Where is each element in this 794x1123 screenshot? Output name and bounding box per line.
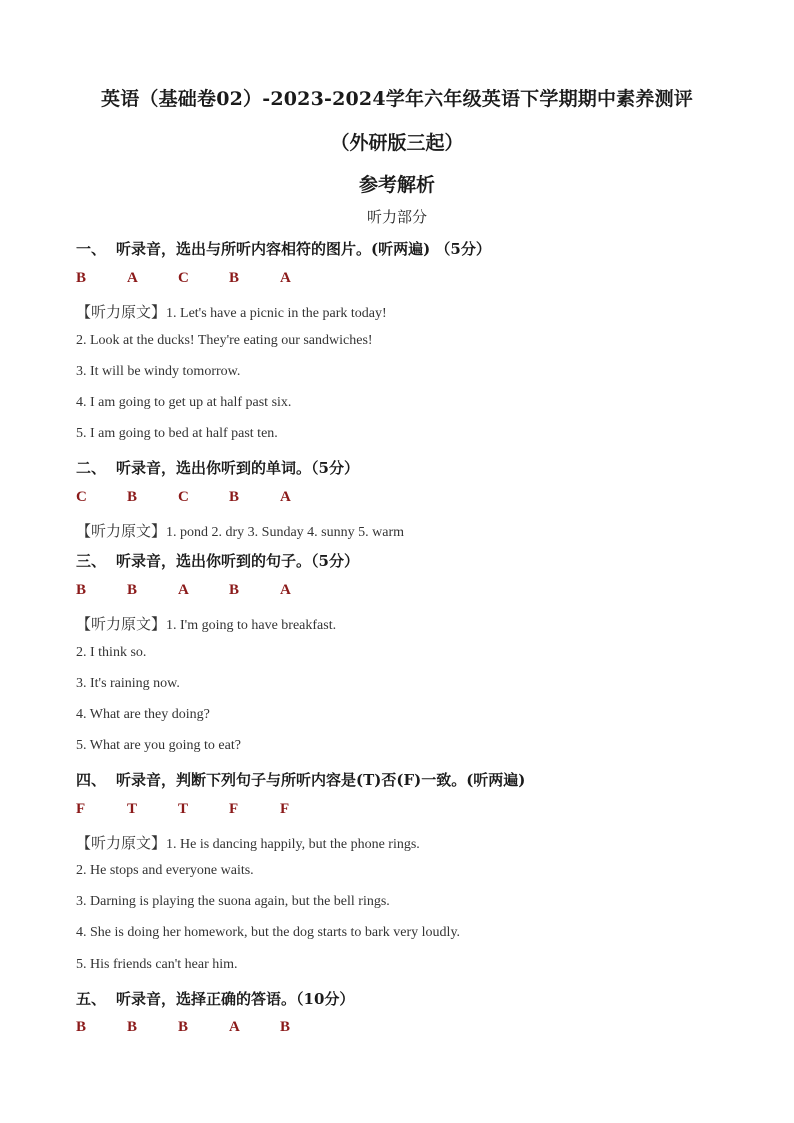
answer-letter: B (229, 489, 240, 505)
section-instruction: 听录音，选出你听到的单词。（5分） (116, 459, 359, 477)
transcript-line: 2. I think so. (76, 645, 147, 660)
transcript-line: 【听力原文】1. pond 2. dry 3. Sunday 4. sunny 5. warm (76, 522, 405, 540)
document-title: 英语（基础卷02）-2023-2024学年六年级英语下学期期中素养测评 (101, 88, 693, 110)
answer-letter: B (127, 489, 138, 505)
section-instruction: 听录音，选择正确的答语。（10分） (116, 990, 355, 1008)
transcript-line: 4. She is doing her homework, but the dog starts to bark very loudly. (76, 925, 461, 940)
transcript-line: 2. He stops and everyone waits. (76, 863, 254, 878)
answer-letter: A (229, 1019, 240, 1035)
answer-letter: B (178, 1019, 189, 1035)
transcript-line: 【听力原文】1. Let's have a picnic in the park today! (76, 303, 387, 321)
section-heading (76, 769, 525, 790)
transcript-line: 【听力原文】1. He is dancing happily, but the phone rings. (76, 834, 420, 852)
transcript-line: 5. What are you going to eat? (76, 738, 241, 753)
answer-letter: B (76, 1019, 87, 1035)
answer-letter: B (280, 1019, 291, 1035)
transcript-line: 3. It will be windy tomorrow. (76, 364, 241, 379)
transcript-line: 3. It's raining now. (76, 676, 180, 691)
answer-letter: A (127, 270, 138, 286)
answer-letter: C (178, 489, 189, 505)
section-heading (76, 550, 359, 571)
answer-letter: B (76, 582, 87, 598)
section-instruction: 听录音，选出你听到的句子。（5分） (116, 552, 359, 570)
document-heading-answers: 参考解析 (358, 174, 435, 196)
answer-letter: A (280, 270, 291, 286)
transcript-line: 4. What are they doing? (76, 707, 210, 722)
answer-letter: T (178, 801, 189, 817)
transcript-line: 2. Look at the ducks! They're eating our sandwiches! (76, 333, 373, 348)
answer-letter: B (229, 270, 240, 286)
answer-letter: B (127, 582, 138, 598)
section-number: 五、 (76, 990, 107, 1008)
section-number: 一、 (76, 240, 107, 258)
answer-letter: B (229, 582, 240, 598)
section-instruction: 听录音，选出与所听内容相符的图片。(听两遍) （5分） (116, 240, 491, 258)
answer-letter: A (178, 582, 189, 598)
answer-letter: F (76, 801, 86, 817)
section-instruction: 听录音，判断下列句子与所听内容是(T)否(F)一致。(听两遍) (116, 771, 526, 789)
transcript-line: 3. Darning is playing the suona again, but the bell rings. (76, 894, 390, 909)
answer-letter: C (76, 489, 87, 505)
section-number: 二、 (76, 459, 107, 477)
answer-letter: F (280, 801, 290, 817)
answer-letter: C (178, 270, 189, 286)
section-number: 四、 (76, 771, 107, 789)
document-edition: （外研版三起） (330, 132, 464, 154)
section-number: 三、 (76, 552, 107, 570)
answer-letter: B (76, 270, 87, 286)
section-heading (76, 238, 491, 259)
transcript-tag: 【听力原文】 (76, 834, 167, 852)
transcript-line: 5. I am going to bed at half past ten. (76, 426, 278, 441)
answer-letter: A (280, 582, 291, 598)
transcript-tag: 【听力原文】 (76, 303, 167, 321)
answer-letter: B (127, 1019, 138, 1035)
transcript-tag: 【听力原文】 (76, 615, 167, 633)
transcript-line: 5. His friends can't hear him. (76, 957, 238, 972)
section-heading (76, 457, 359, 478)
transcript-line: 【听力原文】1. I'm going to have breakfast. (76, 615, 337, 633)
answer-letter: T (127, 801, 138, 817)
section-heading (76, 988, 354, 1009)
transcript-tag: 【听力原文】 (76, 522, 167, 540)
answer-letter: A (280, 489, 291, 505)
part-label-listening: 听力部分 (366, 208, 427, 226)
transcript-line: 4. I am going to get up at half past six. (76, 395, 292, 410)
answer-letter: F (229, 801, 239, 817)
